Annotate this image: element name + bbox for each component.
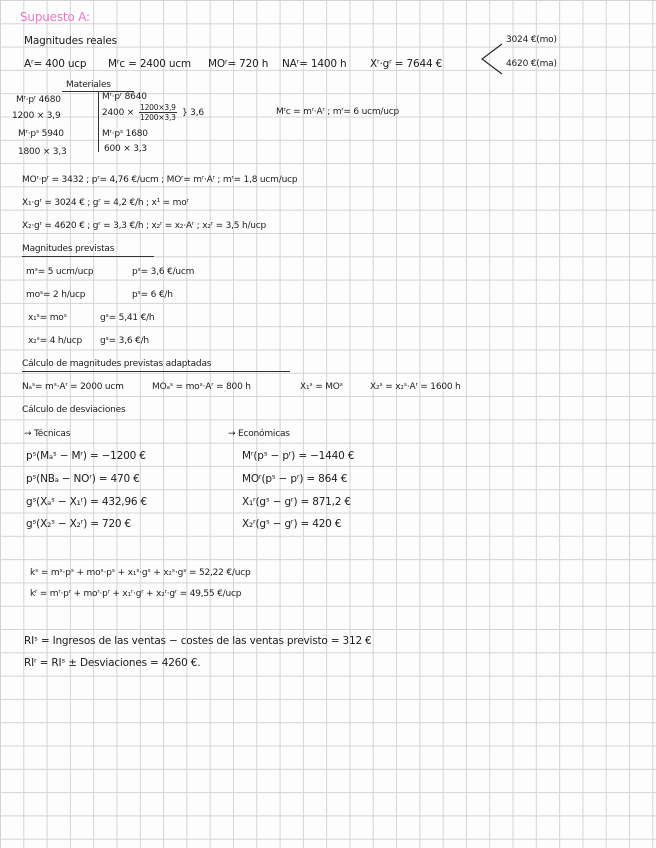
economic-deviation-2: MOʳ(pˢ − pʳ) = 864 € [242, 473, 348, 485]
economic-deviation-4: X₂ʳ(gˢ − gʳ) = 420 € [242, 518, 342, 530]
material-unit-note: Mʳc = mʳ·Aʳ ; mʳ= 6 ucm/ucp [276, 107, 400, 117]
technical-label: → Técnicas [24, 429, 71, 439]
adapted-heading-underline [22, 371, 290, 372]
real-magnitudes-heading: Magnitudes reales [24, 35, 117, 47]
adapted-labor: MOₐˢ = moˢ·Aʳ = 800 h [152, 382, 251, 392]
units-produced: Aʳ= 400 ucp [24, 58, 87, 70]
real-result-line: RIʳ = RIˢ ± Desviaciones = 4260 €. [24, 657, 201, 669]
materials-left-1: Mʳ·pʳ 4680 [16, 95, 61, 105]
materials-left-4: 1800 × 3,3 [18, 147, 67, 157]
materials-divider [98, 92, 99, 152]
adapted-indirect-2: X₂ˢ = x₂ˢ·Aʳ = 1600 h [370, 382, 461, 392]
economic-label: → Económicas [228, 429, 290, 439]
economic-deviation-1: Mʳ(pˢ − pʳ) = −1440 € [242, 450, 355, 462]
materials-header: Materiales [66, 80, 111, 90]
exercise-title: Supuesto A: [20, 10, 90, 24]
labor-hours: MOʳ= 720 h [208, 58, 269, 70]
forecast-heading-underline [22, 256, 154, 257]
forecast-row-3-b: gˢ= 5,41 €/h [100, 313, 155, 323]
forecast-row-2-b: pˢ= 6 €/h [132, 290, 173, 300]
adapted-indirect-1: X₁ˢ = MOˢ [300, 382, 343, 392]
fraction-result: } 3,6 [182, 108, 204, 118]
indirect-cost-total: Xʳ·gʳ = 7644 € [370, 58, 443, 70]
forecast-row-2-a: moˢ= 2 h/ucp [26, 290, 86, 300]
materials-left-2: 1200 × 3,9 [12, 111, 61, 121]
fraction-bottom: 1200×3,3 [140, 113, 176, 122]
economic-deviation-3: X₁ʳ(gˢ − gʳ) = 871,2 € [242, 496, 351, 508]
forecast-row-4-a: x₂ˢ= 4 h/ucp [28, 336, 82, 346]
deviations-heading: Cálculo de desviaciones [22, 405, 126, 415]
materials-right-1: Mʳ·pʳ 8640 [102, 92, 147, 102]
forecast-row-1-b: pˢ= 3,6 €/ucm [132, 267, 195, 277]
real-indirect-1-line: X₁·gʳ = 3024 € ; gʳ = 4,2 €/h ; x¹ = moʳ [22, 198, 189, 208]
bracket-top-value: 3024 €(mo) [506, 35, 557, 45]
forecast-result-line: RIˢ = Ingresos de las ventas − costes de las ventas previsto = 312 € [24, 635, 372, 647]
technical-deviation-4: gˢ(X₂ˢ − X₂ʳ) = 720 € [26, 518, 132, 530]
forecast-row-3-a: x₁ˢ= moˢ [28, 313, 67, 323]
split-bracket-icon [478, 42, 506, 76]
forecast-row-4-b: gˢ= 3,6 €/h [100, 336, 149, 346]
machine-hours: NAʳ= 1400 h [282, 58, 347, 70]
material-consumed: Mʳc = 2400 ucm [108, 58, 191, 70]
real-indirect-2-line: X₂·gʳ = 4620 € ; gʳ = 3,3 €/h ; x₂ʳ = x₂·Aʳ ; x₂ʳ = 3,5 h/ucp [22, 221, 267, 231]
materials-right-4: 600 × 3,3 [104, 144, 147, 154]
materials-left-3: Mʳ·pˢ 5940 [18, 129, 64, 139]
real-unit-cost: kʳ = mʳ·pʳ + moʳ·pʳ + x₁ʳ·gʳ + x₂ʳ·gʳ = 49,55 €/ucp [30, 589, 242, 599]
forecast-heading: Magnitudes previstas [22, 244, 115, 254]
forecast-row-1-a: mˢ= 5 ucm/ucp [26, 267, 94, 277]
fraction-top: 1200×3,9 [140, 103, 176, 112]
adapted-heading: Cálculo de magnitudes previstas adaptadas [22, 359, 212, 369]
bracket-bottom-value: 4620 €(ma) [506, 59, 557, 69]
technical-deviation-2: pˢ(NBₐ − NOʳ) = 470 € [26, 473, 140, 485]
technical-deviation-3: gˢ(Xₐˢ − X₁ʳ) = 432,96 € [26, 496, 148, 508]
adapted-material: Nₐˢ= mˢ·Aʳ = 2000 ucm [22, 382, 124, 392]
materials-right-2: 2400 × [102, 108, 135, 118]
materials-right-3: Mʳ·pˢ 1680 [102, 129, 148, 139]
real-labor-line: MOʳ·pʳ = 3432 ; pʳ= 4,76 €/ucm ; MOʳ= mʳ·Aʳ ; mʳ= 1,8 ucm/ucp [22, 175, 298, 185]
technical-deviation-1: pˢ(Mₐˢ − Mʳ) = −1200 € [26, 450, 146, 462]
forecast-unit-cost: kˢ = mˢ·pˢ + moˢ·pˢ + x₁ˢ·gˢ + x₂ˢ·gˢ = 52,22 €/ucp [30, 568, 251, 578]
